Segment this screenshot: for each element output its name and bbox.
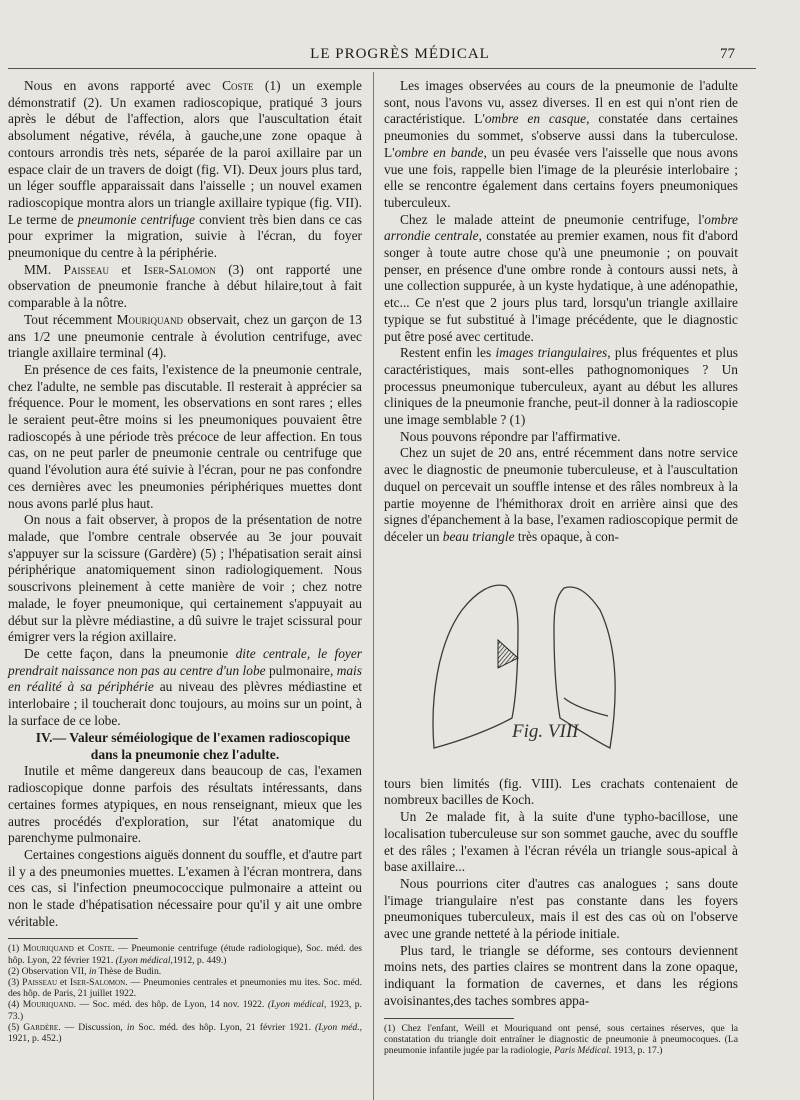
author-name: Mouriquand xyxy=(504,1022,552,1034)
text-run: Nous en avons rapporté avec xyxy=(24,78,223,93)
text-run: et xyxy=(484,1022,505,1034)
italic-term: beau triangle xyxy=(442,528,515,544)
footnote-2 xyxy=(8,966,362,977)
text-run: , un peu évasée vers l'aisselle que nous avons vue une fois, rappelle bien l'image de la pleurésie interlobaire ; elle se rencontre également dans certains foyers pneumoniques tuberculeux. xyxy=(384,144,739,210)
text-run: Thèse de Budin. xyxy=(96,965,162,977)
text-run: (3) xyxy=(8,977,23,989)
text-run: . — Pneumonie centrifuge (étude radiologique), Soc. méd. des hôp. Lyon, 22 février 1921. xyxy=(8,943,362,966)
text-run: , constatée dans certaines pneumonies du sommet, s'observe aussi dans la tuberculose. L' xyxy=(384,111,738,160)
text-run: ont pensé, sous certaines réserves, que la constatation du triangle doit entraîner le diagnostic de pneumonie à pneumocoques. (La pneumonie infantile jugée par la radiologie, xyxy=(384,1022,738,1056)
figure-viii xyxy=(384,548,738,772)
text-run: MM. xyxy=(24,261,64,277)
triangular-opacity xyxy=(498,640,518,668)
left-paragraph-7: Inutile et même dangereux dans beaucoup de cas, l'examen radioscopique donne parfois des résultats intéressants, dans certaines formes atypiques, en nous renseignant, mieux que les autres procédés d'exploration, sur l'état anatomique du parenchyme pulmonaire. xyxy=(8,763,362,846)
figure-caption: Fig. VIII xyxy=(512,720,579,742)
left-paragraph-3 xyxy=(8,312,362,362)
text-run: (3) ont rapporté une observation de pneumonie franche à début hilaire,tout à fait comparable à la nôtre. xyxy=(8,261,363,311)
header-rule xyxy=(8,68,756,69)
text-run: convient très bien dans ce cas pour exprimer la migration, suivie à l'écran, du foyer pneumonique du centre à la périphérie. xyxy=(8,211,362,261)
text-run: très opaque, à con- xyxy=(514,528,620,544)
text-run: Les images observées au cours de la pneumonie de l'adulte sont, nous l'avons vu, assez diverses. Il en est qui n'ont rien de caractéristique. L' xyxy=(384,78,738,127)
author-name: Mouriquand xyxy=(22,999,74,1011)
section-heading xyxy=(8,729,362,763)
right-paragraph-1 xyxy=(384,78,738,212)
italic-term: images triangulaires xyxy=(495,345,608,361)
text-run: au niveau des plèvres médiastine et interlobaire ; il toucherait donc toujours, au moins sur un point, à la surface de ce lobe. xyxy=(8,679,362,728)
right-lung-outline xyxy=(433,585,518,748)
italic-phrase: dite centrale, le foyer prendrait naissance non pas au centre d'un lobe xyxy=(8,645,362,678)
author-name: Mouriquand xyxy=(22,943,74,955)
page-number: 77 xyxy=(720,46,735,62)
text-run: (5) xyxy=(8,1021,24,1033)
text-run: . 1913, p. 17.) xyxy=(608,1044,663,1056)
author-name: Gardère xyxy=(23,1021,59,1033)
text-run: Soc. méd. des hôp. Lyon, 21 février 1921. xyxy=(134,1021,316,1033)
journal-name: (Lyon médical, xyxy=(115,954,173,966)
text-run: et xyxy=(73,943,89,955)
text-run: Tout récemment xyxy=(24,311,117,327)
text-run: pulmonaire, xyxy=(265,662,337,678)
author-name: Mouriquand xyxy=(116,311,183,327)
left-paragraph-6 xyxy=(8,646,362,730)
text-run: 1921, p. 452.) xyxy=(8,1033,62,1045)
left-paragraph-4: En présence de ces faits, l'existence de la pneumonie centrale, chez l'adulte, ne semble pas discutable. Il resterait à apprécier sa fréquence. Pour le moment, les observations en sont rares ; elles le seraient peut-être moins si les pneumoniques pouvaient être radioscopés à une période très précoce de leur affection. En tous cas, on ne peut parler de pneumonie centrale ou centrifuge que quand l'évolution aura été suivie à l'écran, pour ne pas confondre ces dernières avec les pneumonies périphériques muettes dont nous avons parlé plus haut. xyxy=(8,361,362,511)
diaphragm-line xyxy=(564,698,608,716)
right-paragraph-7: Un 2e malade fit, à la suite d'une typho-bacillose, une localisation tuberculeuse sur son sommet gauche, avec du souffle et des râles ; l'examen à l'écran révéla un triangle sous-apical à base axillaire... xyxy=(384,809,738,875)
italic-term: ombre en casque xyxy=(484,111,587,127)
footnote-4 xyxy=(8,999,362,1021)
author-name: Iser-Salomon xyxy=(69,977,126,989)
text-run: et xyxy=(109,261,144,277)
author-name: Iser-Salomon xyxy=(143,261,216,277)
italic-phrase: mais en réalité à sa périphérie xyxy=(8,662,362,695)
journal-name: (Lyon méd., xyxy=(315,1021,362,1033)
text-run: , constatée au premier examen, nous fit d'abord songer à toute autre chose qu'à une pneumonie ; on pouvait penser, en présence d'une ombre ronde à contours aussi nets, à une collection suppurée, à un kyste hydatique, à une adénopathie, etc... Ce n'est que 2 jours plus tard, lorsqu'un triangle axillaire typique se fut substitué à l'image précédente, que le diagnostic put être posé avec certitude. xyxy=(384,228,738,344)
italic-term: ombre arrondie centrale xyxy=(384,211,738,244)
italic-term: ombre en bande xyxy=(394,144,484,160)
running-header-title: LE PROGRÈS MÉDICAL xyxy=(310,46,490,62)
text-run: (4) xyxy=(8,999,23,1011)
left-column xyxy=(8,78,362,1044)
author-name: Paisseau xyxy=(63,261,109,277)
journal-name: Paris Médical xyxy=(554,1044,609,1056)
right-paragraph-9: Plus tard, le triangle se déforme, ses contours deviennent moins nets, des parties claires se montrent dans la zone opaque, indiquant la formation de cavernes, et dans les régions avoisinantes,des taches sombres appa- xyxy=(384,942,738,1008)
right-paragraph-3 xyxy=(384,345,738,429)
text-run: 1912, p. 449.) xyxy=(172,954,227,966)
left-paragraph-1 xyxy=(8,78,362,262)
author-name: Coste xyxy=(88,943,112,955)
author-name: Coste xyxy=(222,78,254,93)
section-number: IV.— xyxy=(35,730,70,746)
right-paragraph-2 xyxy=(384,212,738,346)
right-paragraph-5 xyxy=(384,445,738,545)
footnote-1 xyxy=(8,943,362,965)
footnote-5 xyxy=(8,1022,362,1044)
right-footnote-1 xyxy=(384,1023,738,1057)
italic-word: in xyxy=(126,1021,135,1033)
text-run: Restent enfin les xyxy=(400,345,496,361)
text-run: . — Pneumonies centrales et pneumonies mu ites. Soc. méd. des hôp. de Paris, 21 juillet 1922. xyxy=(8,977,362,1000)
left-paragraph-5: On nous a fait observer, à propos de la présentation de notre malade, que l'ombre centrale observée au 3e jour pouvait s'appuyer sur la scissure (Gardère) (5) ; l'hépatisation serait ainsi périphérique anatomiquement sinon radiologiquement. Nous souscrivons pleinement à cette manière de voir ; chez notre malade, le foyer pneumonique, qui certainement s'appuyait au début sur la plèvre médiastine, a dû suivre le trajet scissural pour émigrer vers la région axillaire. xyxy=(8,512,362,645)
italic-word: in xyxy=(88,965,97,977)
right-paragraph-8: Nous pourrions citer d'autres cas analogues ; sans doute l'image triangulaire n'est pas constante dans les foyers pneumoniques tuberculeux, mais il est des cas où on l'observe avec une grande netteté à la période initiale. xyxy=(384,875,738,942)
text-run: (1) xyxy=(8,943,23,955)
text-run: . — Discussion, xyxy=(58,1021,127,1033)
author-name: Weill xyxy=(464,1022,485,1034)
text-run: observait, chez un garçon de 13 ans 1/2 une pneumonie centrale à évolution centrifuge, avec triangle axillaire terminal (4). xyxy=(8,311,362,361)
left-paragraph-8: Certaines congestions aiguës donnent du souffle, et d'autre part il y a des pneumonies muettes. L'examen à l'écran montrera, dans ces cas, si l'infection pneumococcique pulmonaire a atteint ou non le stade d'hépatisation nécessaire pour qu'il y ait une ombre véritable. xyxy=(8,846,362,929)
right-column xyxy=(384,78,738,1056)
footnote-rule xyxy=(8,938,138,939)
text-run: Chez le malade atteint de pneumonie centrifuge, l' xyxy=(400,211,705,227)
journal-name: (Lyon médical, xyxy=(267,999,327,1011)
text-run: Chez un sujet de 20 ans, entré récemment dans notre service avec le diagnostic de pneumonie tuberculeuse, et à l'auscultation duquel on percevait un souffle intense et des râles nombreux à la partie moyenne de l'hémithorax droit en arrière ainsi que des signes d'épanchement à la base, l'examen radioscopique permit de déceler un xyxy=(384,445,738,544)
author-name: Paisseau xyxy=(22,977,58,989)
text-run: , plus fréquentes et plus caractéristiques, mais sont-elles pathognomoniques ? Un processus pneumonique tuberculeux, ayant au début les allures cliniques de la pneumonie franche, peut-il donner à la radioscopie une image semblable ? (1) xyxy=(384,345,738,428)
right-paragraph-6: tours bien limités (fig. VIII). Les crachats contenaient de nombreux bacilles de Koch. xyxy=(384,775,738,808)
column-divider xyxy=(373,72,374,1100)
text-run: (2) Observation VII, xyxy=(8,965,89,977)
text-run: De cette façon, dans la pneumonie xyxy=(24,645,236,661)
italic-term: pneumonie centrifuge xyxy=(77,211,195,227)
right-paragraph-4: Nous pouvons répondre par l'affirmative. xyxy=(400,428,621,444)
text-run: 1923, p. 73.) xyxy=(8,999,362,1022)
section-title: Valeur séméiologique de l'examen radioscopique dans la pneumonie chez l'adulte. xyxy=(69,730,351,763)
text-run: . — Soc. méd. des hôp. de Lyon, 14 nov. 1922. xyxy=(73,999,268,1011)
text-run: (1) Chez l'enfant, xyxy=(384,1022,465,1034)
text-run: (1) un exemple démonstratif (2). Un examen radioscopique, pratiqué 3 jours après le début de l'affection, alors que l'auscultation était absolument négative, révéla, à gauche,une zone opaque à contours arrondis très nets, séparée de la paroi axillaire par un espace clair de un travers de doigt (fig. VI). Deux jours plus tard, un léger souffle apparaissait dans l'aisselle ; un nouvel examen radioscopique montra alors un triangle axillaire typique (fig. VII). Le terme de xyxy=(8,78,362,227)
left-paragraph-2 xyxy=(8,262,362,312)
footnote-3 xyxy=(8,977,362,999)
text-run: et xyxy=(57,977,70,989)
footnote-rule xyxy=(384,1018,514,1019)
